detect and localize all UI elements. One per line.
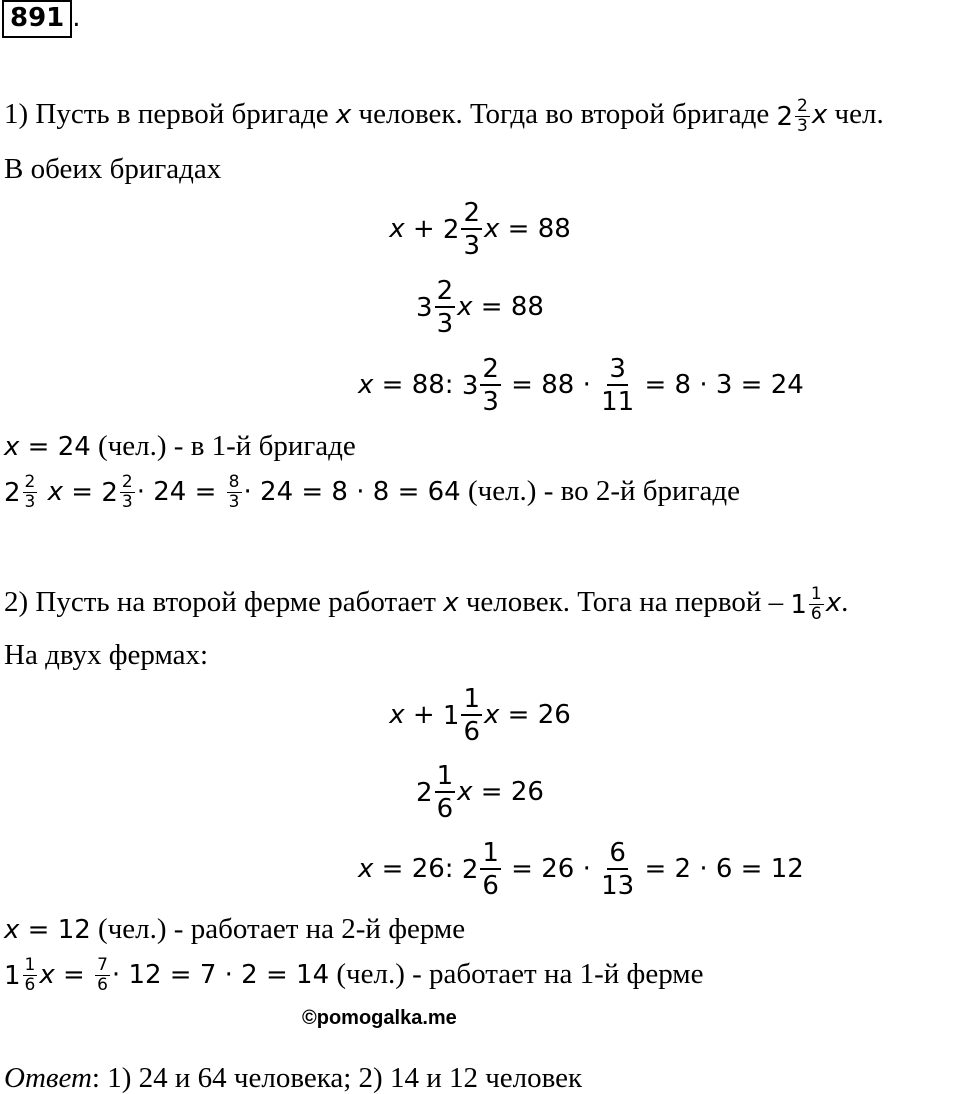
part1-equation-3: x = 88: 3 $\frac{2}{3}$ = 88 · $\frac{3}{11}$ = 8 · 3 = 24 bbox=[358, 354, 804, 417]
part1-intro: 1) Пусть в первой бригаде x человек. Тогда во второй бригаде 2 $\frac{2}{3}$ x чел. bbox=[4, 96, 884, 136]
part2-equation-1: x + 1 $\frac{1}{6}$ x = 26 bbox=[389, 684, 571, 747]
problem-number-box: 891 . bbox=[2, 3, 81, 32]
part2-result-2: 1 $\frac{1}{6}$ x = $\frac{7}{6}$ · 12 = 7 · 2 = 14 (чел.) - работает на 1-й ферме bbox=[4, 955, 704, 995]
mixed-fraction: 1 $\frac{1}{6}$ bbox=[790, 584, 822, 624]
answer-line bbox=[4, 1064, 582, 1093]
problem-number: 891 bbox=[2, 0, 72, 38]
part2-equation-2: 2 $\frac{1}{6}$ x = 26 bbox=[416, 761, 544, 824]
part1-equation-1: x + 2 $\frac{2}{3}$ x = 88 bbox=[389, 198, 571, 261]
part1-result-2: 2 $\frac{2}{3}$ x = 2 $\frac{2}{3}$ · 24 = $\frac{8}{3}$ · 24 = 8 · 8 = 64 (чел.) - во 2-й бригаде bbox=[4, 472, 740, 512]
part2-intro: 2) Пусть на второй ферме работает x человек. Тога на первой – 1 $\frac{1}{6}$ x. bbox=[4, 584, 849, 624]
part2-equation-3: x = 26: 2 $\frac{1}{6}$ = 26 · $\frac{6}{13}$ = 2 · 6 = 12 bbox=[358, 838, 804, 901]
mixed-fraction: 2 $\frac{2}{3}$ bbox=[776, 96, 808, 136]
answer-label: Ответ bbox=[4, 1062, 92, 1094]
answer-text: : 1) 24 и 64 человека; 2) 14 и 12 человек bbox=[91, 1062, 583, 1094]
part1-equation-2: 3 $\frac{2}{3}$ x = 88 bbox=[416, 276, 544, 339]
watermark: ©pomogalka.me bbox=[302, 1007, 457, 1029]
part2-line2: На двух фермах: bbox=[4, 639, 209, 671]
part1-result-1: x = 24 (чел.) - в 1-й бригаде bbox=[4, 430, 356, 462]
part1-line2: В обеих бригадах bbox=[4, 153, 222, 185]
part2-result-1: x = 12 (чел.) - работает на 2-й ферме bbox=[4, 913, 466, 945]
